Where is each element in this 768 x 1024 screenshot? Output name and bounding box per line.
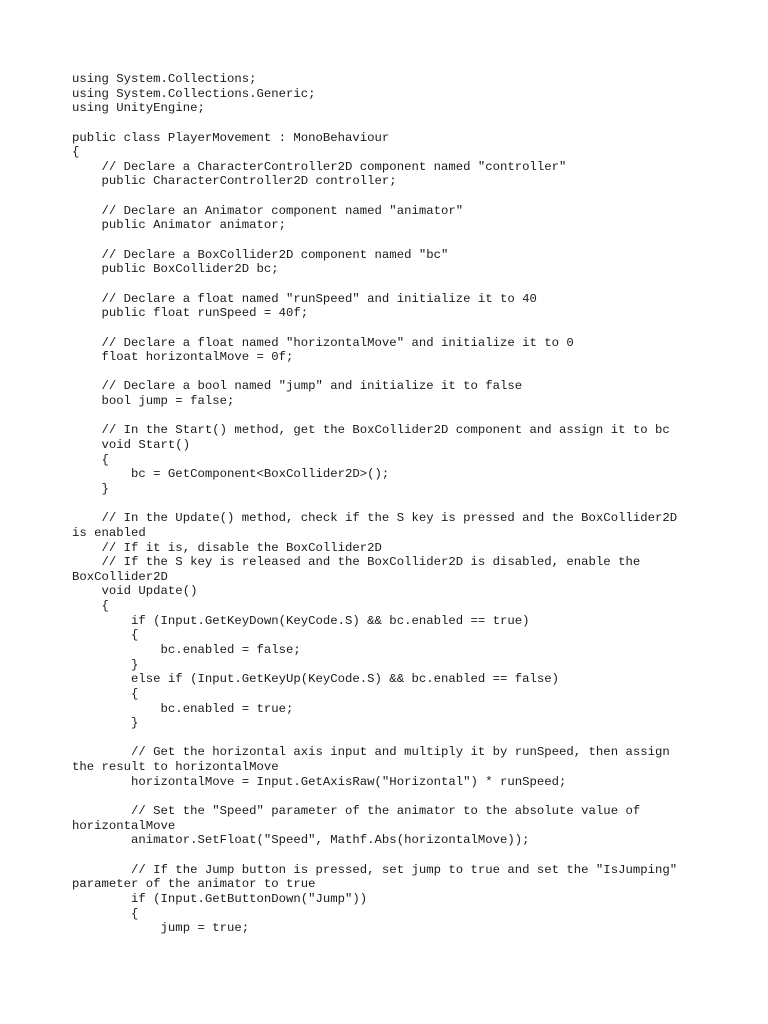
code-line	[72, 731, 712, 746]
code-line	[72, 789, 712, 804]
code-line: // If it is, disable the BoxCollider2D	[72, 540, 382, 555]
code-line: // Declare a bool named "jump" and initialize it to false	[72, 379, 523, 394]
code-line: // Declare a CharacterController2D component named "controller"	[72, 159, 567, 174]
code-line: horizontalMove = Input.GetAxisRaw("Horizontal") * runSpeed;	[72, 774, 567, 789]
code-line: // In the Start() method, get the BoxCollider2D component and assign it to bc	[72, 423, 670, 438]
code-line: bc.enabled = true;	[72, 701, 294, 716]
code-line: horizontalMove	[72, 818, 176, 833]
code-line: // Declare a float named "horizontalMove" and initialize it to 0	[72, 335, 574, 350]
code-line: public BoxCollider2D bc;	[72, 262, 279, 277]
code-line: {	[72, 628, 139, 643]
code-line: // If the S key is released and the BoxCollider2D is disabled, enable the	[72, 555, 641, 570]
code-line: if (Input.GetKeyDown(KeyCode.S) && bc.enabled == true)	[72, 613, 530, 628]
code-line: the result to horizontalMove	[72, 760, 279, 775]
code-line: // Get the horizontal axis input and multiply it by runSpeed, then assign	[72, 745, 670, 760]
code-line	[72, 233, 712, 248]
code-line: if (Input.GetButtonDown("Jump"))	[72, 891, 368, 906]
code-line: {	[72, 906, 139, 921]
code-line: animator.SetFloat("Speed", Mathf.Abs(horizontalMove));	[72, 833, 530, 848]
code-block	[72, 72, 712, 936]
code-line: bool jump = false;	[72, 394, 235, 409]
code-line: }	[72, 716, 139, 731]
code-line: public CharacterController2D controller;	[72, 174, 397, 189]
code-line: {	[72, 599, 109, 614]
code-line: bc = GetComponent<BoxCollider2D>();	[72, 467, 390, 482]
code-line: {	[72, 686, 139, 701]
code-line: bc.enabled = false;	[72, 642, 301, 657]
code-line: using System.Collections.Generic;	[72, 86, 316, 101]
code-line: public Animator animator;	[72, 218, 287, 233]
code-line: public float runSpeed = 40f;	[72, 306, 309, 321]
code-line: is enabled	[72, 525, 146, 540]
code-line: // Declare a BoxCollider2D component named "bc"	[72, 247, 449, 262]
code-line: public class PlayerMovement : MonoBehaviour	[72, 130, 390, 145]
code-line: // Declare an Animator component named "animator"	[72, 203, 464, 218]
code-line: using System.Collections;	[72, 72, 257, 86]
code-line: {	[72, 145, 80, 160]
code-line: jump = true;	[72, 921, 250, 936]
code-line: using UnityEngine;	[72, 101, 205, 116]
code-line	[72, 409, 712, 424]
code-line	[72, 116, 712, 131]
code-line: }	[72, 481, 109, 496]
code-line	[72, 189, 712, 204]
code-line	[72, 321, 712, 336]
code-line: BoxCollider2D	[72, 569, 168, 584]
code-line: // If the Jump button is pressed, set jump to true and set the "IsJumping"	[72, 862, 678, 877]
code-line	[72, 848, 712, 863]
code-line: // In the Update() method, check if the S key is pressed and the BoxCollider2D	[72, 511, 678, 526]
code-line: void Update()	[72, 584, 198, 599]
code-line: else if (Input.GetKeyUp(KeyCode.S) && bc.enabled == false)	[72, 672, 560, 687]
code-line: // Declare a float named "runSpeed" and initialize it to 40	[72, 291, 537, 306]
code-line: // Set the "Speed" parameter of the animator to the absolute value of	[72, 804, 641, 819]
code-line: {	[72, 452, 109, 467]
code-line	[72, 277, 712, 292]
code-line	[72, 365, 712, 380]
code-line: }	[72, 657, 139, 672]
code-line: float horizontalMove = 0f;	[72, 350, 294, 365]
code-line	[72, 497, 712, 512]
code-line: void Start()	[72, 438, 191, 453]
code-line: parameter of the animator to true	[72, 877, 316, 892]
